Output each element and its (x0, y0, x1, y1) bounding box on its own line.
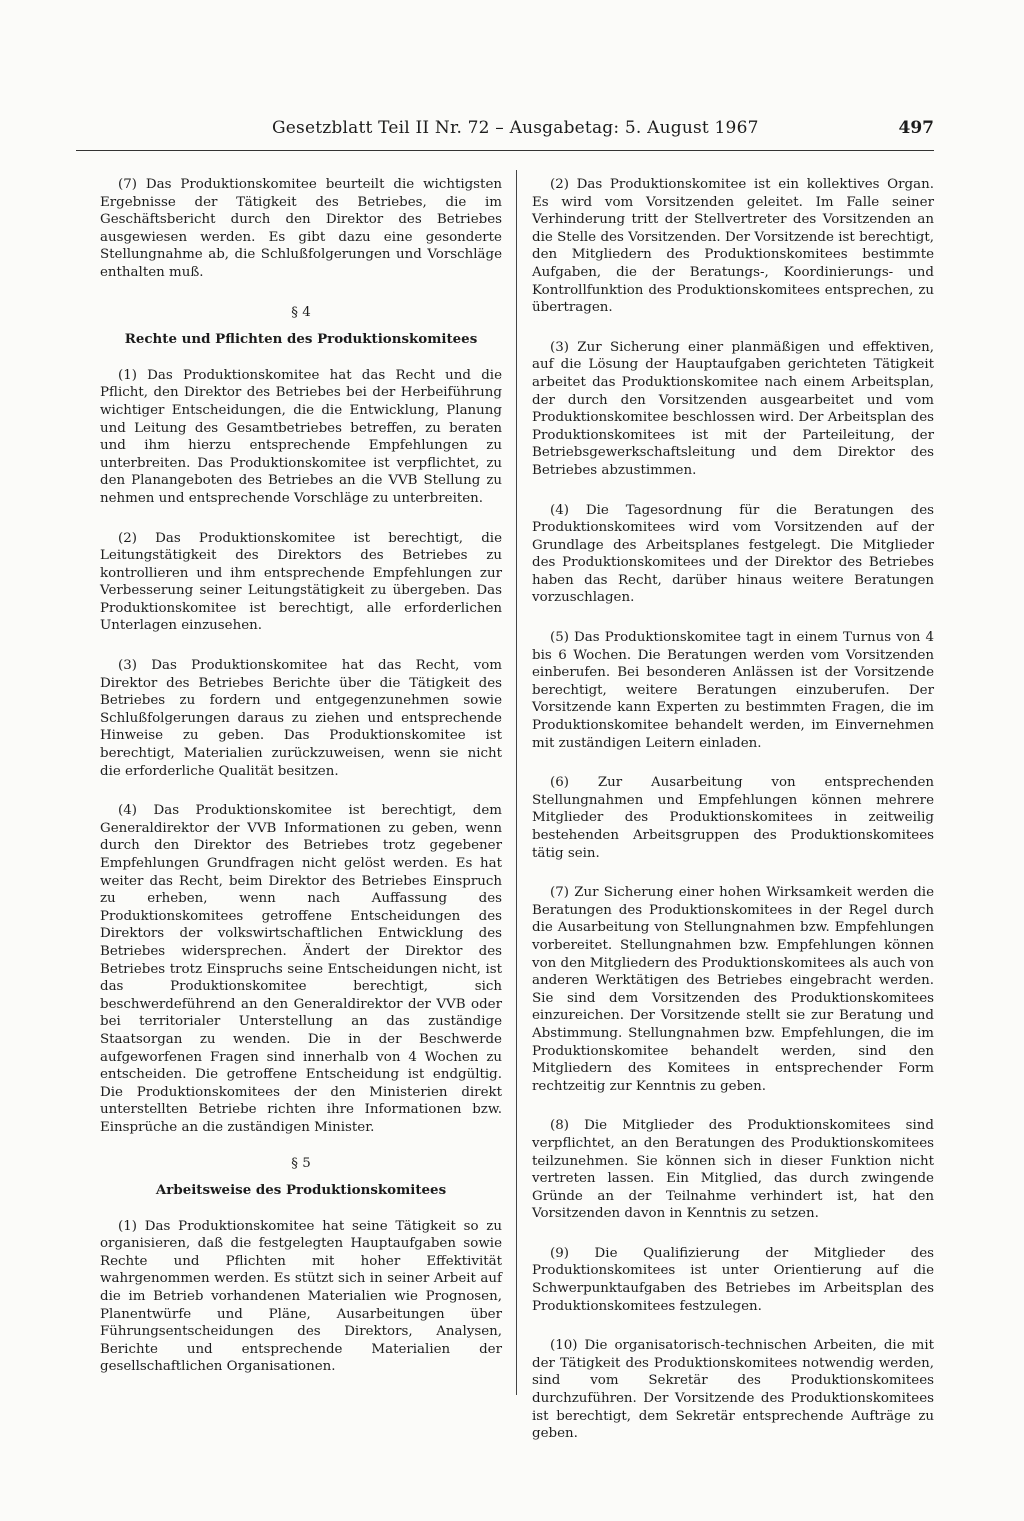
left-column (100, 176, 502, 1387)
header-rule (76, 150, 934, 151)
paragraph-5-5: (5) Das Produktionskomitee tagt in einem Turnus von 4 bis 6 Wochen. Die Beratungen werden vom Vorsitzenden einberufen. Bei besonderen Anlässen ist der Vorsitzende berechtigt, weitere Beratungen einzuberufen. Der Vorsitzende kann Experten zu bestimmten Fragen, die im Produktionskomitee behandelt werden, im Einvernehmen mit zuständigen Leitern einladen. (532, 630, 934, 751)
paragraph-5-1: (1) Das Produktionskomitee hat seine Tätigkeit so zu organisieren, daß die festgelegten Hauptaufgaben sowie Rechte und Pflichten mit hoher Effektivität wahrgenommen werden. Es stützt sich in seiner Arbeit auf die im Betrieb vorhandenen Materialien wie Prognosen, Planentwürfe und Pläne, Ausarbeitungen über Führungsentscheidungen des Direktors, Analysen, Berichte und entsprechende Materialien der gesellschaftlichen Organisationen. (100, 1218, 502, 1375)
section-number-5: § 5 (291, 1155, 311, 1171)
section-heading-4: Rechte und Pflichten des Produktionskomitees (124, 331, 478, 348)
column-divider (516, 170, 517, 1395)
paragraph-5-2: (2) Das Produktionskomitee ist ein kollektives Organ. Es wird vom Vorsitzenden geleitet. Im Falle seiner Verhinderung tritt der Stellvertreter des Vorsitzenden an die Stelle des Vorsitzenden. Der Vorsitzende ist berechtigt, den Mitgliedern des Produktionskomitees bestimmte Aufgaben, die der Beratungs-, Koordinierungs- und Kontrollfunktion des Produktionskomitees entsprechen, zu übertragen. (532, 177, 934, 316)
section-heading-5: Arbeitsweise des Produktionskomitees (155, 1182, 447, 1199)
paragraph-5-9: (9) Die Qualifizierung der Mitglieder des Produktionskomitees ist unter Orientierung auf die Schwerpunktaufgaben des Betriebes im Arbeitsplan des Produktionskomitees festzulegen. (532, 1245, 934, 1314)
paragraph-4-4: (4) Das Produktionskomitee ist berechtigt, dem Generaldirektor der VVB Informationen zu geben, wenn durch den Direktor des Betriebes trotz gegebener Empfehlungen Grundfragen nicht gelöst werden. Es hat weiter das Recht, beim Direktor des Betriebes Einspruch zu erheben, wenn nach Auffassung des Produktionskomitees getroffene Entscheidungen des Direktors der volkswirtschaftlichen Entwicklung des Betriebes widersprechen. Ändert der Direktor des Betriebes trotz Einspruchs seine Entscheidungen nicht, ist das Produktionskomitee berechtigt, sich beschwerdeführend an den Generaldirektor der VVB oder bei territorialer Unterstellung an das zuständige Staatsorgan zu wenden. Die in der Beschwerde aufgeworfenen Fragen sind innerhalb von 4 Wochen zu entscheiden. Die getroffene Entscheidung ist endgültig. Die Produktionskomitees der den Ministerien direkt unterstellten Betriebe richten ihre Informationen bzw. Einsprüche an die zuständigen Minister. (100, 803, 502, 1135)
paragraph-5-10: (10) Die organisatorisch-technischen Arbeiten, die mit der Tätigkeit des Produktionskomitees notwendig werden, sind vom Sekretär des Produktionskomitees durchzuführen. Der Vorsitzende des Produktionskomitees ist berechtigt, dem Sekretär entsprechende Aufträge zu geben. (532, 1338, 934, 1442)
paragraph-4-1: (1) Das Produktionskomitee hat das Recht und die Pflicht, den Direktor des Betriebes bei der Herbeiführung wichtiger Entscheidungen, die die Entwicklung, Planung und Leitung des Gesamtbetriebes betreffen, zu beraten und ihm hierzu entsprechende Empfehlungen zu unterbreiten. Das Produktionskomitee ist verpflichtet, zu den Planangeboten des Betriebes an die VVB Stellung zu nehmen und entsprechende Vorschläge zu unterbreiten. (100, 367, 502, 506)
paragraph-3-7: (7) Das Produktionskomitee beurteilt die wichtigsten Ergebnisse der Tätigkeit des Betriebes, die im Geschäftsbericht durch den Direktor des Betriebes ausgewiesen werden. Es gibt dazu eine gesonderte Stellungnahme ab, die Schlußfolgerungen und Vorschläge enthalten muß. (100, 177, 502, 280)
paragraph-4-2: (2) Das Produktionskomitee ist berechtigt, die Leitungstätigkeit des Direktors des Betriebes zu kontrollieren und ihm entsprechende Empfehlungen zur Verbesserung seiner Leitungstätigkeit zu übergeben. Das Produktionskomitee ist berechtigt, alle erforderlichen Unterlagen einzusehen. (100, 530, 502, 634)
paragraph-5-6: (6) Zur Ausarbeitung von entsprechenden Stellungnahmen und Empfehlungen können mehrere Mitglieder des Produktionskomitees in zeitweilig bestehenden Arbeitsgruppen des Produktionskomitees tätig sein. (532, 775, 934, 861)
gazette-title: Gesetzblatt Teil II Nr. 72 – Ausgabetag: 5. August 1967 (272, 118, 759, 138)
paragraph-5-4: (4) Die Tagesordnung für die Beratungen des Produktionskomitees wird vom Vorsitzenden auf der Grundlage des Arbeitsplanes festgelegt. Die Mitglieder des Produktionskomitees und der Direktor des Betriebes haben das Recht, darüber hinaus weitere Beratungen vorzuschlagen. (532, 502, 934, 606)
section-number-4: § 4 (291, 304, 311, 320)
page-header (76, 118, 934, 148)
paragraph-5-3: (3) Zur Sicherung einer planmäßigen und effektiven, auf die Lösung der Hauptaufgaben gerichteten Tätigkeit arbeitet das Produktionskomitee nach einem Arbeitsplan, der durch den Vorsitzenden ausgearbeitet und vom Produktionskomitee beschlossen wird. Der Arbeitsplan des Produktionskomitees ist mit der Parteileitung, der Betriebsgewerkschaftsleitung und dem Direktor des Betriebes abzustimmen. (532, 339, 934, 478)
paragraph-5-7: (7) Zur Sicherung einer hohen Wirksamkeit werden die Beratungen des Produktionskomitees in der Regel durch die Ausarbeitung von Stellungnahmen bzw. Empfehlungen vorbereitet. Stellungnahmen bzw. Empfehlungen können von den Mitgliedern des Produktionskomitees als auch von anderen Werktätigen des Betriebes eingebracht werden. Sie sind dem Vorsitzenden des Produktionskomitees einzureichen. Der Vorsitzende stellt sie zur Beratung und Abstimmung. Stellungnahmen bzw. Empfehlungen, die im Produktionskomitee behandelt werden, sind den Mitgliedern des Komitees in entsprechender Form rechtzeitig zur Kenntnis zu geben. (532, 885, 934, 1094)
page-number: 497 (898, 118, 934, 138)
paragraph-5-8: (8) Die Mitglieder des Produktionskomitees sind verpflichtet, an den Beratungen des Produktionskomitees teilzunehmen. Sie können sich in dieser Funktion nicht vertreten lassen. Ein Mitglied, das durch zwingende Gründe an der Teilnahme verhindert ist, hat den Vorsitzenden davon in Kenntnis zu setzen. (532, 1118, 934, 1222)
paragraph-4-3: (3) Das Produktionskomitee hat das Recht, vom Direktor des Betriebes Berichte über die Tätigkeit des Betriebes zu fordern und entgegenzunehmen sowie Schlußfolgerungen daraus zu ziehen und entsprechende Hinweise zu geben. Das Produktionskomitee ist berechtigt, Materialien zurückzuweisen, wenn sie nicht die erforderliche Qualität besitzen. (100, 658, 502, 779)
right-column (532, 176, 934, 1454)
